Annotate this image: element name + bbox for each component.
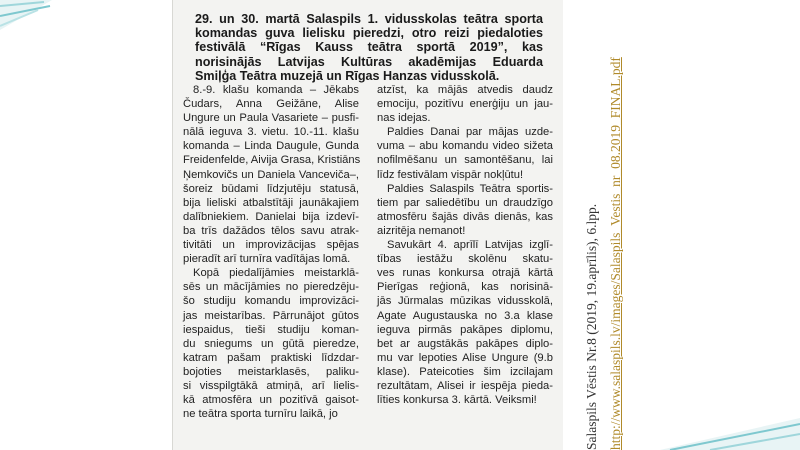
article-line: Savukārt 4. aprīlī Latvijas izglī- [387, 239, 553, 252]
article-line: Ungure un Paula Vasariete – pusfi- [183, 112, 359, 125]
article-lead [195, 12, 543, 83]
article-line: šo studiju komandu improvizāci- [183, 295, 359, 308]
article-line: bija lieliski atbalstītāji jaunākajiem [183, 196, 359, 209]
article-line: Paldies Danai par mājas uzde- [387, 126, 553, 139]
newspaper-clipping [172, 0, 563, 450]
lead-line: Smiļģa Teātra muzejā un Rīgas Hanzas vidusskolā. [195, 68, 500, 83]
article-line: Čudars, Anna Geižāne, Alise [183, 98, 359, 111]
article-line: līties konkursa 3. kārtā. Veiksmi! [377, 394, 537, 407]
source-caption: Salaspils Vēstis Nr.8 (2019, 19.aprīlis), 6.lpp. [584, 203, 599, 450]
article-line: bet ar augstākās pakāpes diplo- [377, 337, 553, 350]
article-line: ves runas konkursa otrajā kārtā [377, 267, 553, 280]
article-line: aizritēja nemanot! [377, 224, 466, 237]
article-line: tības iestāžu skolēnu skatu- [377, 253, 553, 266]
lead-line: komandas guva lielisku pieredzi, otro reizi piedaloties [195, 26, 543, 41]
article-line: ne teātra sporta turnīru laikā, jo [183, 408, 338, 421]
article-line: katram pašam praktiski līdzdar- [183, 351, 359, 364]
article-line: komanda – Linda Daugule, Gunda [183, 140, 359, 153]
article-line: ieguva pirmās pakāpes diplomu, [377, 323, 553, 336]
article-column-right [377, 83, 553, 407]
lead-line: festivālā “Rīgas Kauss teātra sportā 2019”, kas [195, 40, 543, 55]
article-line: šoreiz būdami līdzjutēju statusā, [183, 182, 359, 195]
article-line: līdz festivālam vispār nokļūtu! [377, 168, 524, 181]
article-line: klase). Pateicoties šim izcilajam [377, 365, 553, 378]
article-line: emociju, pozitīvu enerģiju un jau- [377, 98, 553, 111]
article-line: atmosfēru šajās divās dienās, kas [377, 210, 553, 223]
article-line: pieradīt arī turnīra vadītājas lomā. [183, 253, 351, 266]
source-link[interactable]: http://www.salaspils.lv/images/Salaspils_Vestis_nr_08.2019_FINAL.pdf [608, 57, 623, 450]
article-line: Kopā piedalījāmies meistarklā- [193, 267, 359, 280]
article-line: Pierīgas reģionā, kas norisinā- [377, 281, 553, 294]
article-line: bojoties meistarklasēs, paliku- [183, 365, 359, 378]
article-column-left [183, 83, 359, 421]
lead-line: 29. un 30. martā Salaspils 1. vidusskolas teātra sporta [195, 12, 543, 26]
article-line: iespaidus, tieši studiju koman- [183, 323, 359, 336]
article-line: 8.-9. klašu komanda – Jēkabs [193, 84, 359, 96]
corner-decoration-bottom-right [640, 400, 800, 450]
article-line: rezultātam, Alisei ir iespēja pieda- [377, 379, 553, 392]
article-line: kā atmosfēra un pozitīvā gaisot- [183, 394, 359, 407]
article-line: mu var lepoties Alise Ungure (9.b [377, 351, 553, 364]
article-line: tivitāti un improvizācijas spējas [183, 239, 359, 252]
article-line: jās Jūrmalas mūzikas vidusskolā, [377, 295, 553, 308]
article-line: Freidenfelde, Aivija Grasa, Kristiāns [183, 154, 361, 167]
article-line: vuma – abu komandu video sižeta [377, 140, 553, 153]
article-line: tiem par saliedētību un draudzīgo [377, 196, 553, 209]
article-line: sēs un mācījāmies no pieredzēju- [183, 281, 359, 294]
article-line: nofilmēšanu un samontēšanu, lai [377, 154, 553, 167]
article-line: nas idejas. [377, 112, 431, 125]
article-line: Paldies Salaspils Teātra sportis- [387, 182, 553, 195]
article-line: ba trīs dažādos tēlos savu atrak- [183, 224, 359, 237]
article-line: du sniegums un gūtā pieredze, [183, 337, 359, 350]
article-line: si visspilgtākā atmiņā, arī lielis- [183, 379, 359, 392]
article-line: Agate Augustauska no 3.a klase [377, 309, 553, 322]
article-line: Ņemkovičs un Daniela Vancevičа–, [183, 168, 359, 181]
article-line: atzīst, ka mājās atvedis daudz [377, 84, 553, 96]
lead-line: norisinājās Latvijas Kultūras akadēmijas Eduarda [195, 54, 543, 69]
article-line: nālā ieguva 3. vietu. 10.-11. klašu [183, 126, 359, 139]
corner-decoration-top-left [0, 0, 60, 60]
article-line: jas meistarības. Pārrunājot gūtos [183, 309, 359, 322]
article-line: dalībniekiem. Danielai bija izdevī- [183, 210, 359, 223]
